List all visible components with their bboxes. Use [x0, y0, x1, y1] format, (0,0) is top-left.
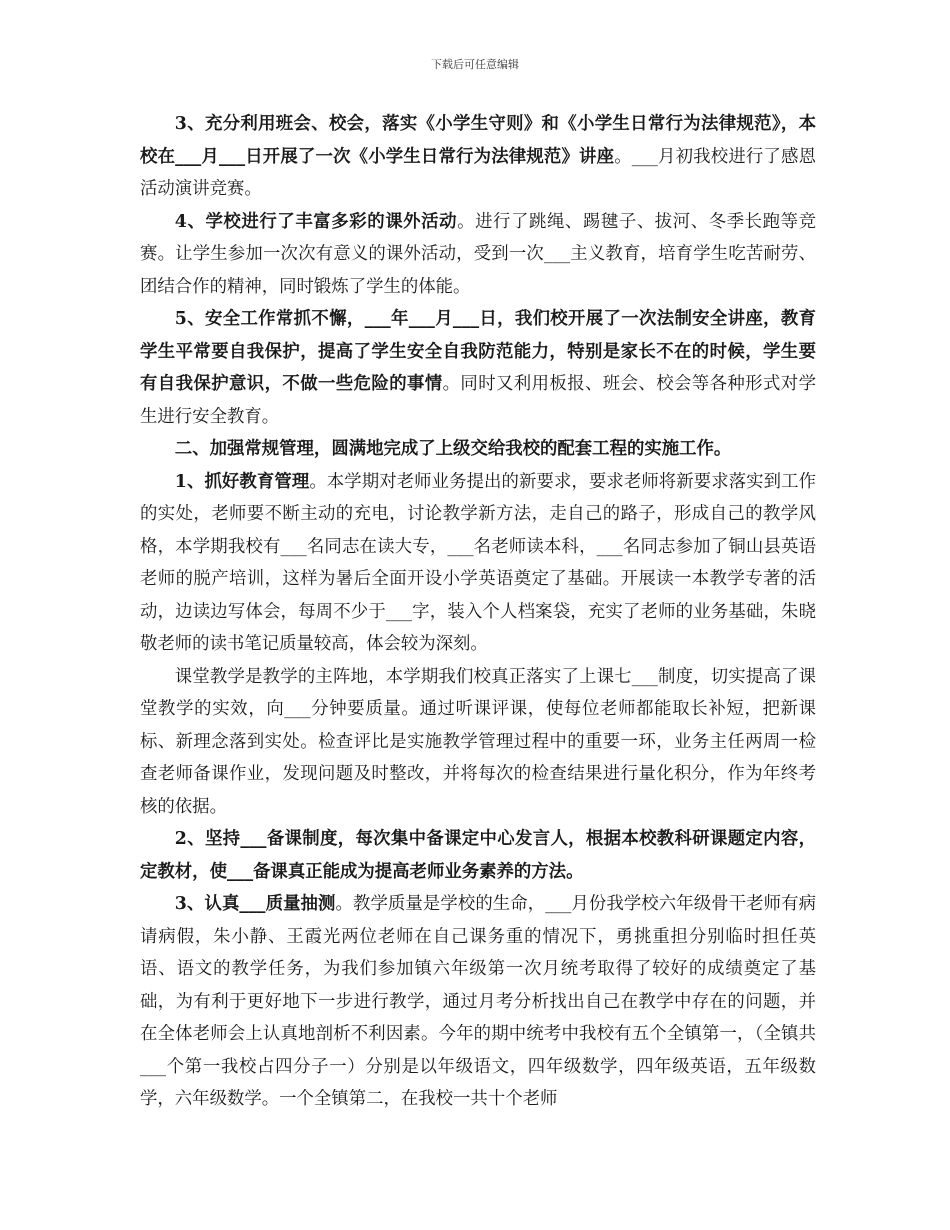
paragraph-6: [140, 661, 816, 824]
paragraph-2-bold: 4、学校进行了丰富多彩的课外活动: [174, 211, 458, 232]
page-header: 下载后可任意编辑: [431, 58, 519, 71]
paragraph-8: [140, 888, 816, 1116]
paragraph-1: [140, 108, 816, 206]
section-heading: [140, 433, 816, 466]
paragraph-3-text: 。同时又利用板报、班会、校会等各种形式对学生进行安全教育。: [140, 374, 816, 427]
paragraph-6-text: 课堂教学是教学的主阵地，本学期我们校真正落实了上课七___制度，切实提高了课堂教学的实效，向___分钟要质量。通过听课评课，使每位老师都能取长补短，把新课标、新理念落到实处。检查评比是实施教学管理过程中的重要一环，业务主任两周一检查老师备课作业，发现问题及时整改，并将每次的检查结果进行量化积分，作为年终考核的依据。: [140, 666, 816, 817]
paragraph-8-text: 。教学质量是学校的生命，___月份我学校六年级骨干老师有病请病假，朱小静、王霞光两位老师在自己课务重的情况下，勇挑重担分别临时担任英语、语文的教学任务，为我们参加镇六年级第一次月统考取得了较好的成绩奠定了基础，为有利于更好地下一步进行教学，通过月考分析找出自己在教学中存在的问题，并在全体老师会上认真地剖析不利因素。今年的期中统考中我校有五个全镇第一，（全镇共___个第一我校占四分子一）分别是以年级语文，四年级数学，四年级英语，五年级数学，六年级数学。一个全镇第二，在我校一共十个老师: [140, 894, 816, 1109]
document-body: [140, 108, 816, 1116]
paragraph-3: [140, 303, 816, 433]
section-heading-text: 二、加强常规管理，圆满地完成了上级交给我校的配套工程的实施工作。: [174, 439, 732, 459]
paragraph-1-bold: 3、充分利用班会、校会，落实《小学生守则》和《小学生日常行为法律规范》，本校在___月___日开展了一次《小学生日常行为法律规范》讲座: [140, 114, 816, 167]
paragraph-8-bold: 3、认真___质量抽测: [174, 894, 336, 914]
paragraph-1-text: 。___月初我校进行了感恩活动演讲竞赛。: [140, 146, 816, 199]
paragraph-5-bold: 1、抓好教育管理: [174, 471, 310, 492]
paragraph-7-bold: 2、坚持___备课制度，每次集中备课定中心发言人，根据本校教科研课题定内容，定教材，使___备课真正能成为提高老师业务素养的方法。: [140, 829, 816, 882]
paragraph-5: [140, 466, 816, 661]
paragraph-7: [140, 823, 816, 888]
paragraph-2-text: 。进行了跳绳、踢毽子、拔河、冬季长跑等竞赛。让学生参加一次次有意义的课外活动，受到一次___主义教育，培育学生吃苦耐劳、团结合作的精神，同时锻炼了学生的体能。: [140, 211, 816, 297]
paragraph-2: [140, 206, 816, 304]
paragraph-5-text: 。本学期对老师业务提出的新要求，要求老师将新要求落实到工作的实处，老师要不断主动的充电，讨论教学新方法，走自己的路子，形成自己的教学风格，本学期我校有___名同志在读大专，___名老师读本科，___名同志参加了铜山县英语老师的脱产培训，这样为暑后全面开设小学英语奠定了基础。开展读一本教学专著的活动，边读边写体会，每周不少于___字，装入个人档案袋，充实了老师的业务基础，朱晓敬老师的读书笔记质量较高，体会较为深刻。: [140, 471, 816, 654]
paragraph-3-bold: 5、安全工作常抓不懈，___年___月___日，我们校开展了一次法制安全讲座，教育学生平常要自我保护，提高了学生安全自我防范能力，特别是家长不在的时候，学生要有自我保护意识，不做一些危险的事情: [140, 309, 816, 394]
